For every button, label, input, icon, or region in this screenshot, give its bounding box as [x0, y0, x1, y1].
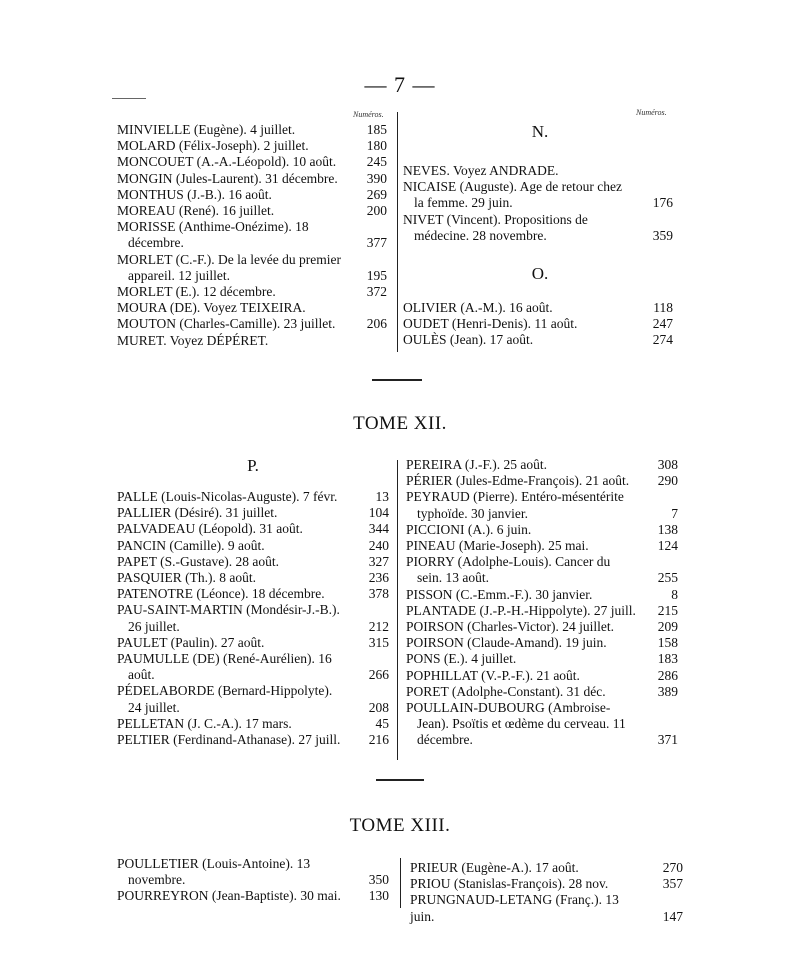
page-number: — 7 — — [364, 72, 436, 97]
upper-right-column-o — [403, 300, 673, 349]
tome-xiii-title: TOME XIII. — [349, 815, 451, 836]
index-entry: MONTHUS (J.-B.). 16 août. 269 — [117, 186, 387, 202]
index-entry: MORLET (E.). 12 décembre. 372 — [117, 284, 387, 300]
index-entry: PIORRY (Adolphe-Louis). Cancer du sein. 13 août. 255 — [406, 554, 678, 586]
letter-heading-p: P. — [247, 456, 259, 475]
index-entry: PRUNGNAUD-LETANG (Franç.). 13 juin. 147 — [410, 892, 683, 924]
index-entry: MOLARD (Félix-Joseph). 2 juillet. 180 — [117, 138, 387, 154]
index-entry: PICCIONI (A.). 6 juin. 138 — [406, 521, 678, 537]
index-entry: PANCIN (Camille). 9 août. 240 — [117, 537, 389, 553]
index-entry: PELLETAN (J. C.-A.). 17 mars. 45 — [117, 715, 389, 731]
index-entry: MOURA (DE). Voyez TEIXEIRA. — [117, 300, 306, 316]
section-rule — [372, 379, 422, 381]
index-entry: PRIOU (Stanislas-François). 28 nov. 357 — [410, 876, 683, 892]
index-entry: POULLETIER (Louis-Antoine). 13 novembre. 350 — [117, 856, 389, 888]
index-entry: NEVES. Voyez ANDRADE. — [403, 163, 559, 178]
index-entry: PÉDELABORDE (Bernard-Hippolyte). 24 juillet. 208 — [117, 683, 389, 715]
index-entry: POULLAIN-DUBOURG (Ambroise-Jean). Psoïtis et œdème du cerveau. 11 décembre. 371 — [406, 700, 678, 748]
index-entry: PATENOTRE (Léonce). 18 décembre. 378 — [117, 586, 389, 602]
tome-xiii-left-column — [117, 856, 389, 905]
tome-xii-right-column — [406, 457, 678, 749]
index-entry: PAPET (S.-Gustave). 28 août. 327 — [117, 553, 389, 569]
index-entry: PLANTADE (J.-P.-H.-Hippolyte). 27 juill. 215 — [406, 602, 678, 618]
index-entry: OLIVIER (A.-M.). 16 août. 118 — [403, 300, 673, 315]
index-entry: POIRSON (Claude-Amand). 19 juin. 158 — [406, 635, 678, 651]
index-entry: OULÈS (Jean). 17 août. 274 — [403, 332, 673, 348]
index-entry: MONGIN (Jules-Laurent). 31 décembre. 390 — [117, 170, 387, 186]
index-entry: PASQUIER (Th.). 8 août. 236 — [117, 570, 389, 586]
index-entry: MURET. Voyez DÉPÉRET. — [117, 332, 269, 348]
index-entry: PALLE (Louis-Nicolas-Auguste). 7 févr. 13 — [117, 489, 389, 504]
column-divider — [397, 460, 398, 760]
numbers-header-right: Numéros. — [636, 108, 667, 117]
index-entry: PELTIER (Ferdinand-Athanase). 27 juill. 216 — [117, 732, 389, 748]
upper-left-column — [117, 122, 387, 349]
letter-heading-o: O. — [531, 264, 549, 283]
index-entry: NIVET (Vincent). Propositions de médecine. 28 novembre. 359 — [403, 211, 673, 243]
tome-xiii-right-column — [410, 860, 683, 925]
index-entry: PINEAU (Marie-Joseph). 25 mai. 124 — [406, 538, 678, 554]
index-entry: PORET (Adolphe-Constant). 31 déc. 389 — [406, 683, 678, 699]
tome-xii-left-column — [117, 489, 389, 748]
index-entry: POURREYRON (Jean-Baptiste). 30 mai. 130 — [117, 888, 389, 904]
index-entry: MONCOUET (A.-A.-Léopold). 10 août. 245 — [117, 154, 387, 170]
index-entry: PEREIRA (J.-F.). 25 août. 308 — [406, 457, 678, 472]
index-entry: MOUTON (Charles-Camille). 23 juillet. 206 — [117, 316, 387, 332]
index-entry: PISSON (C.-Emm.-F.). 30 janvier. 8 — [406, 586, 678, 602]
index-entry: PEYRAUD (Pierre). Entéro-mésentérite typhoïde. 30 janvier. 7 — [406, 489, 678, 521]
index-entry: PAULET (Paulin). 27 août. 315 — [117, 634, 389, 650]
index-entry: PALVADEAU (Léopold). 31 août. 344 — [117, 521, 389, 537]
index-entry: POIRSON (Charles-Victor). 24 juillet. 209 — [406, 619, 678, 635]
index-entry: PÉRIER (Jules-Edme-François). 21 août. 290 — [406, 473, 678, 489]
numbers-header-left: Numéros. — [353, 110, 384, 119]
index-entry: MINVIELLE (Eugène). 4 juillet. 185 — [117, 122, 387, 137]
column-divider — [400, 858, 401, 908]
upper-right-column-n — [403, 163, 673, 244]
index-entry: OUDET (Henri-Denis). 11 août. 247 — [403, 316, 673, 332]
index-entry: PAUMULLE (DE) (René-Aurélien). 16 août. 266 — [117, 651, 389, 683]
index-entry: PALLIER (Désiré). 31 juillet. 104 — [117, 505, 389, 521]
index-entry: MOREAU (René). 16 juillet. 200 — [117, 203, 387, 219]
index-entry: NICAISE (Auguste). Age de retour chez la femme. 29 juin. 176 — [403, 179, 673, 211]
section-rule — [376, 779, 424, 781]
margin-stroke — [112, 98, 146, 99]
column-divider — [397, 112, 398, 352]
letter-heading-n: N. — [531, 122, 549, 141]
index-entry: PAU-SAINT-MARTIN (Mondésir-J.-B.). 26 juillet. 212 — [117, 602, 389, 634]
tome-xii-title: TOME XII. — [353, 413, 447, 434]
index-entry: PRIEUR (Eugène-A.). 17 août. 270 — [410, 860, 683, 875]
index-entry: MORLET (C.-F.). De la levée du premier appareil. 12 juillet. 195 — [117, 251, 387, 283]
index-entry: POPHILLAT (V.-P.-F.). 21 août. 286 — [406, 667, 678, 683]
index-entry: MORISSE (Anthime-Onézime). 18 décembre. 377 — [117, 219, 387, 251]
index-entry: PONS (E.). 4 juillet. 183 — [406, 651, 678, 667]
